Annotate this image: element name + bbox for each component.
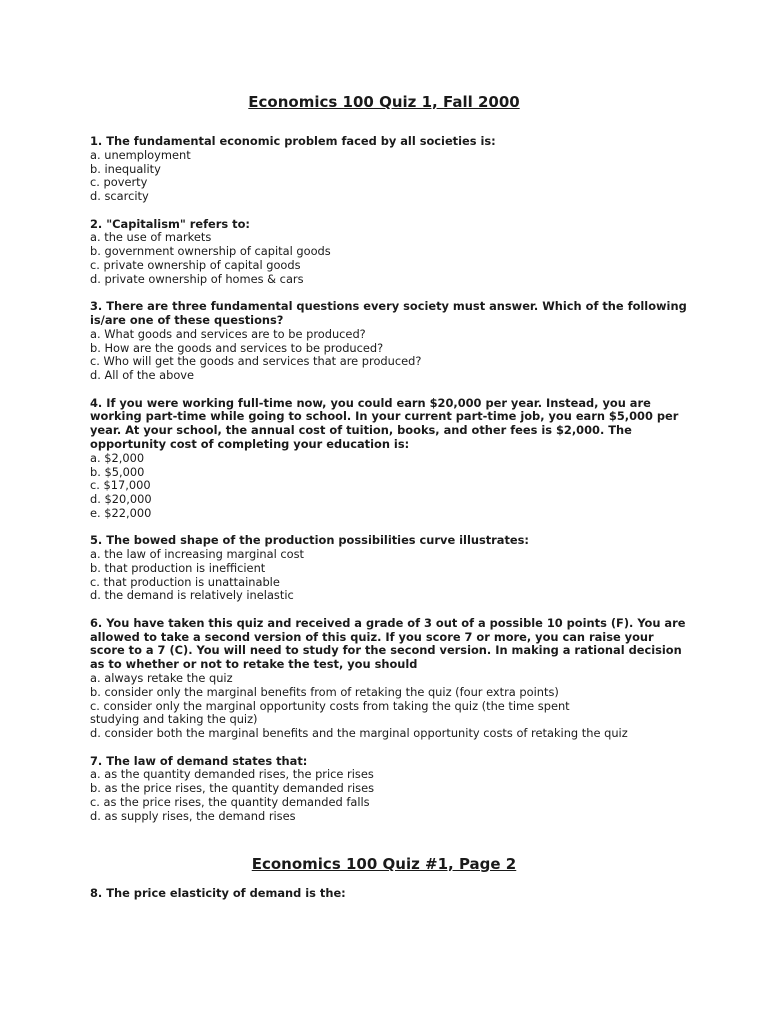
quiz-body [90, 135, 690, 837]
answer-option: c. Who will get the goods and services that are produced? [90, 354, 422, 369]
answer-option: b. as the price rises, the quantity demanded rises [90, 781, 375, 796]
answer-option: d. consider both the marginal benefits and the marginal opportunity costs of retaking the quiz [90, 726, 628, 741]
question-text: 6. You have taken this quiz and received a grade of 3 out of a possible 10 points (F). You are allowed to take a second version of this quiz. If you score 7 or more, you can raise your score to a 7 (C). You will need to study for the second version. In making a rational decision as to whether or not to retake the test, you should [90, 615, 686, 672]
answer-option: d. $20,000 [90, 492, 152, 507]
question-3 [90, 300, 690, 383]
answer-option: b. inequality [90, 161, 161, 176]
page-2-title: Economics 100 Quiz #1, Page 2 [251, 855, 517, 873]
answer-option: b. $5,000 [90, 464, 145, 479]
question-text: 3. There are three fundamental questions every society must answer. Which of the following is/are one of these questions? [90, 299, 687, 327]
answer-option: a. the use of markets [90, 230, 212, 245]
answer-option: d. scarcity [90, 189, 149, 204]
answer-option: c. that production is unattainable [90, 574, 280, 589]
question-text: 5. The bowed shape of the production possibilities curve illustrates: [90, 533, 529, 548]
answer-option: c. as the price rises, the quantity demanded falls [90, 795, 370, 810]
question-1 [90, 135, 690, 204]
answer-option-continuation: studying and taking the quiz) [90, 712, 258, 727]
question-2 [90, 218, 690, 287]
answer-option: b. consider only the marginal benefits from of retaking the quiz (four extra points) [90, 684, 559, 699]
answer-option: d. the demand is relatively inelastic [90, 588, 294, 603]
answer-option: d. as supply rises, the demand rises [90, 808, 296, 823]
answer-option: c. $17,000 [90, 478, 151, 493]
question-text: 7. The law of demand states that: [90, 753, 308, 768]
answer-options [90, 548, 690, 603]
answer-options [90, 672, 690, 741]
page-title: Economics 100 Quiz 1, Fall 2000 [248, 93, 520, 111]
question-5 [90, 534, 690, 603]
answer-option: b. How are the goods and services to be produced? [90, 340, 384, 355]
question-text: 2. "Capitalism" refers to: [90, 216, 250, 231]
answer-option: e. $22,000 [90, 505, 152, 520]
answer-option: a. as the quantity demanded rises, the price rises [90, 767, 374, 782]
answer-option: c. consider only the marginal opportunity costs from taking the quiz (the time spent [90, 698, 570, 713]
answer-option: c. poverty [90, 175, 148, 190]
question-text: 4. If you were working full-time now, you could earn $20,000 per year. Instead, you are working part-time while going to school. In your current part-time job, you earn $5,000 per year. At your school, the annual cost of tuition, books, and other fees is $2,000. The opportunity cost of completing your education is: [90, 395, 679, 451]
answer-options [90, 231, 690, 286]
answer-option: a. $2,000 [90, 450, 145, 465]
answer-option: d. All of the above [90, 368, 195, 383]
answer-option: c. private ownership of capital goods [90, 257, 301, 272]
answer-options [90, 452, 690, 521]
answer-option: a. unemployment [90, 147, 191, 162]
answer-option: a. What goods and services are to be produced? [90, 326, 366, 341]
question-text: 1. The fundamental economic problem faced by all societies is: [90, 134, 496, 148]
question-8-text: 8. The price elasticity of demand is the: [90, 886, 346, 900]
answer-option: a. always retake the quiz [90, 671, 233, 686]
question-4 [90, 397, 690, 521]
question-6 [90, 617, 690, 741]
answer-option: b. that production is inefficient [90, 560, 266, 575]
answer-option: b. government ownership of capital goods [90, 244, 331, 259]
answer-options [90, 768, 690, 823]
answer-options [90, 149, 690, 204]
answer-options [90, 328, 690, 383]
answer-option: d. private ownership of homes & cars [90, 271, 304, 286]
question-7 [90, 755, 690, 824]
answer-option: a. the law of increasing marginal cost [90, 547, 305, 562]
